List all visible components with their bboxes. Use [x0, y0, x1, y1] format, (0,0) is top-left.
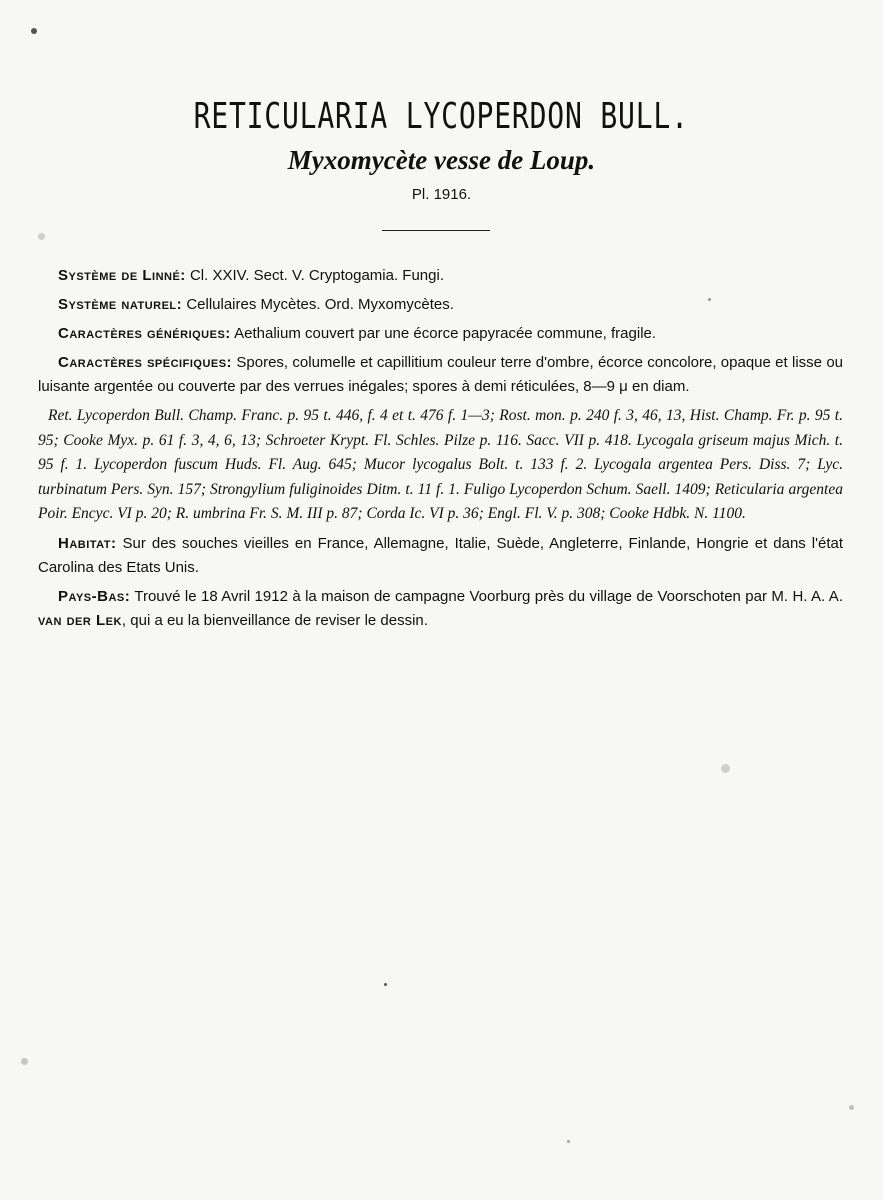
scan-speck	[721, 764, 730, 773]
scan-speck	[21, 1058, 28, 1065]
scan-speck	[849, 1105, 854, 1110]
generiques-label: Caractères génériques:	[58, 325, 231, 342]
linne-label: Système de Linné:	[58, 267, 186, 284]
generiques-entry	[38, 322, 843, 346]
scan-speck	[38, 233, 45, 240]
habitat-label: Habitat:	[58, 534, 117, 552]
generiques-text: Aethalium couvert par une écorce papyracée commune, fragile.	[234, 325, 657, 342]
divider-rule	[382, 230, 490, 231]
specifiques-entry	[38, 351, 843, 399]
habitat-text: Sur des souches vieilles en France, Allemagne, Italie, Suède, Angleterre, Finlande, Hongrie et dans l'état Carolina des Etats Unis.	[38, 534, 844, 576]
collector-name: van der Lek	[38, 611, 122, 629]
paysbas-text-after: , qui a eu la bienveillance de reviser le dessin.	[121, 611, 428, 629]
scan-speck	[31, 28, 37, 34]
naturel-label: Système naturel:	[58, 296, 183, 313]
scan-speck	[567, 1140, 570, 1143]
paysbas-entry	[38, 585, 843, 633]
page-subtitle: Myxomycète vesse de Loup.	[287, 145, 596, 175]
naturel-text: Cellulaires Mycètes. Ord. Myxomycètes.	[186, 296, 454, 313]
specifiques-label: Caractères spécifiques:	[58, 354, 233, 371]
references-paragraph: Ret. Lycoperdon Bull. Champ. Franc. p. 95 t. 446, f. 4 et t. 476 f. 1—3; Rost. mon. p. 240 f. 3, 46, 13, Hist. Champ. Fr. p. 95 t. 95; Cooke Myx. p. 61 f. 3, 4, 6, 13; Schroeter Krypt. Fl. Schles. Pilze p. 116. Sacc. VII p. 418. Lycogala griseum majus Mich. t. 95 f. 1. Lycoperdon fuscum Huds. Fl. Aug. 645; Mucor lycogalus Bolt. t. 133 f. 2. Lycogala argentea Pers. Diss. 7; Lyc. turbinatum Pers. Syn. 157; Strongylium fuliginoides Ditm. t. 11 f. 1. Fuligo Lycoperdon Schum. Saell. 1409; Reticularia argentea Poir. Encyc. VI p. 20; R. umbrina Fr. S. M. III p. 87; Corda Ic. VI p. 36; Engl. Fl. V. p. 308; Cooke Hdbk. N. 1100.	[38, 407, 843, 522]
page-title: RETICULARIA LYCOPERDON BULL.	[193, 96, 689, 137]
scan-speck	[708, 298, 711, 301]
naturel-entry	[38, 293, 843, 317]
paysbas-label: Pays-Bas:	[58, 587, 131, 605]
scan-speck	[384, 983, 387, 986]
paysbas-text-before: Trouvé le 18 Avril 1912 à la maison de campagne Voorburg près du village de Voorschoten par M. H. A. A.	[134, 587, 843, 605]
linne-text: Cl. XXIV. Sect. V. Cryptogamia. Fungi.	[189, 267, 444, 284]
plate-number: Pl. 1916.	[411, 186, 472, 203]
habitat-entry	[38, 532, 843, 580]
linne-entry	[38, 264, 843, 288]
document-body	[38, 264, 843, 638]
specifiques-text: Spores, columelle et capillitium couleur terre d'ombre, écorce concolore, opaque et lisse ou luisante argentée ou couverte par des verrues inégales; spores à demi réticulées, 8—9 μ en diam.	[38, 354, 844, 395]
